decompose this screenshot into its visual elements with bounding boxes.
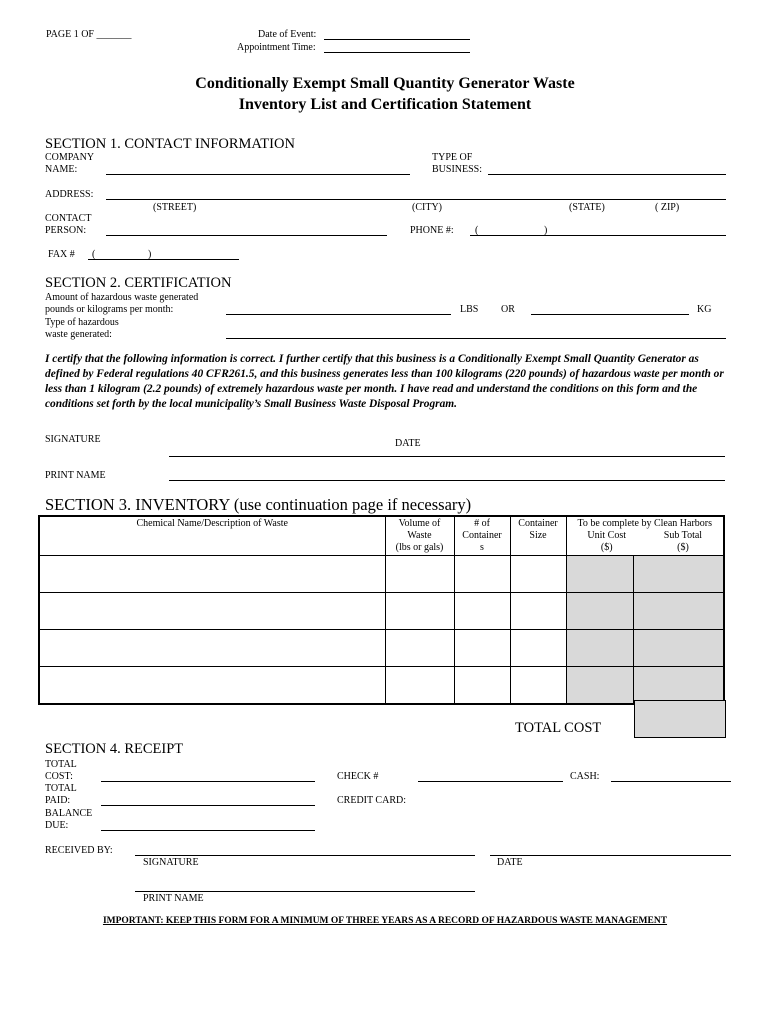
fax-label: FAX # (48, 249, 75, 260)
table-row[interactable] (39, 667, 724, 704)
waste-type-label: Type of hazardous (45, 317, 119, 328)
date-of-event-field[interactable] (324, 39, 470, 40)
cash-label: CASH: (570, 771, 600, 782)
fax-field[interactable] (88, 259, 239, 260)
certification-statement: I certify that the following information is correct. I further certify that this business is a Conditionally Exempt Small Quantity Generator as defined by Federal regulations 40 CFR261.5, and this business generates less than 100 kilograms (220 pounds) of hazardous waste per month or less than 1 kilogram (2.2 pounds) of extremely hazardous waste per month. I have read and understand the conditions on this form and the conditions set forth by the local municipality’s Small Business Waste Disposal Program. (45, 353, 724, 410)
contact-label-2: PERSON: (45, 225, 87, 236)
company-label: COMPANY (45, 152, 95, 163)
form-title-line2: Inventory List and Certification Statement (238, 96, 532, 113)
state-label: (STATE) (569, 202, 605, 213)
business-type-field[interactable] (488, 174, 726, 175)
street-label: (STREET) (153, 202, 197, 213)
date-label: DATE (395, 438, 421, 449)
phone-area-close: ) (544, 225, 548, 236)
received-date-field[interactable] (490, 855, 731, 856)
col-containers-header: # of Container s (454, 516, 510, 556)
section4-heading: SECTION 4. RECEIPT (45, 741, 184, 757)
table-row[interactable] (39, 593, 724, 630)
table-row[interactable] (39, 630, 724, 667)
appointment-time-field[interactable] (324, 52, 470, 53)
table-header-row (39, 516, 724, 555)
form-title-line1: Conditionally Exempt Small Quantity Generator Waste (195, 75, 575, 92)
lbs-label: LBS (460, 304, 479, 315)
print-name-label: PRINT NAME (45, 470, 106, 481)
check-label: CHECK # (337, 771, 379, 782)
phone-area-open: ( (475, 225, 479, 236)
total-cost-label: TOTAL COST (515, 720, 602, 736)
address-label: ADDRESS: (45, 189, 94, 200)
received-by-label: RECEIVED BY: (45, 845, 113, 856)
signature-date-field[interactable] (169, 456, 725, 457)
received-date-label: DATE (497, 857, 523, 868)
col-volume-header: Volume of Waste (lbs or gals) (385, 516, 454, 556)
table-row[interactable] (39, 556, 724, 593)
phone-label: PHONE #: (410, 225, 454, 236)
col-chemical-header: Chemical Name/Description of Waste (39, 516, 385, 556)
important-notice: IMPORTANT: KEEP THIS FORM FOR A MINIMUM OF THREE YEARS AS A RECORD OF HAZARDOUS WASTE MANAGEMENT (102, 916, 668, 926)
balance-label: BALANCE (45, 808, 93, 819)
date-of-event-label: Date of Event: (258, 29, 317, 40)
section1-heading: SECTION 1. CONTACT INFORMATION (45, 136, 295, 152)
section2-heading: SECTION 2. CERTIFICATION (45, 275, 232, 291)
address-field[interactable] (106, 199, 726, 200)
appointment-time-label: Appointment Time: (237, 42, 316, 53)
contact-label: CONTACT (45, 213, 92, 224)
zip-label: ( ZIP) (655, 202, 680, 213)
credit-card-label: CREDIT CARD: (337, 795, 406, 806)
business-type-label: TYPE OF (432, 152, 473, 163)
total-paid-field[interactable] (101, 805, 315, 806)
waste-type-field[interactable] (226, 338, 726, 339)
print-name-field[interactable] (169, 480, 725, 481)
company-label-2: NAME: (45, 164, 78, 175)
total-paid-label-2: PAID: (45, 795, 71, 806)
city-label: (CITY) (412, 202, 442, 213)
lbs-field[interactable] (226, 314, 451, 315)
waste-type-label-2: waste generated: (45, 329, 112, 340)
cash-field[interactable] (611, 781, 731, 782)
phone-field[interactable] (470, 235, 726, 236)
col-size-header: Container Size (510, 516, 566, 556)
check-field[interactable] (418, 781, 563, 782)
received-signature-label: SIGNATURE (143, 857, 199, 868)
or-label: OR (501, 304, 515, 315)
inventory-table (38, 515, 725, 705)
amount-label-2: pounds or kilograms per month: (45, 304, 174, 315)
balance-label-2: DUE: (45, 820, 69, 831)
kg-label: KG (697, 304, 712, 315)
company-name-field[interactable] (106, 174, 410, 175)
business-type-label-2: BUSINESS: (432, 164, 483, 175)
page-number-label: PAGE 1 OF _______ (46, 29, 132, 40)
total-cost-box[interactable] (634, 700, 726, 738)
section3-heading: SECTION 3. INVENTORY (use continuation page if necessary) (45, 495, 472, 514)
received-print-name-field[interactable] (135, 891, 475, 892)
signature-label: SIGNATURE (45, 434, 101, 445)
received-signature-field[interactable] (135, 855, 475, 856)
col-clean-harbors-header: To be complete by Clean Harbors Unit Cost ($) Sub Total ($) (566, 516, 724, 555)
receipt-total-cost-label-2: COST: (45, 771, 73, 782)
receipt-total-cost-label: TOTAL (45, 759, 77, 770)
amount-label: Amount of hazardous waste generated (45, 292, 199, 303)
fax-area-open: ( (92, 249, 96, 260)
kg-field[interactable] (531, 314, 689, 315)
fax-area-close: ) (148, 249, 152, 260)
receipt-total-cost-field[interactable] (101, 781, 315, 782)
contact-person-field[interactable] (106, 235, 387, 236)
received-print-name-label: PRINT NAME (143, 893, 204, 904)
total-paid-label: TOTAL (45, 783, 77, 794)
balance-due-field[interactable] (101, 830, 315, 831)
